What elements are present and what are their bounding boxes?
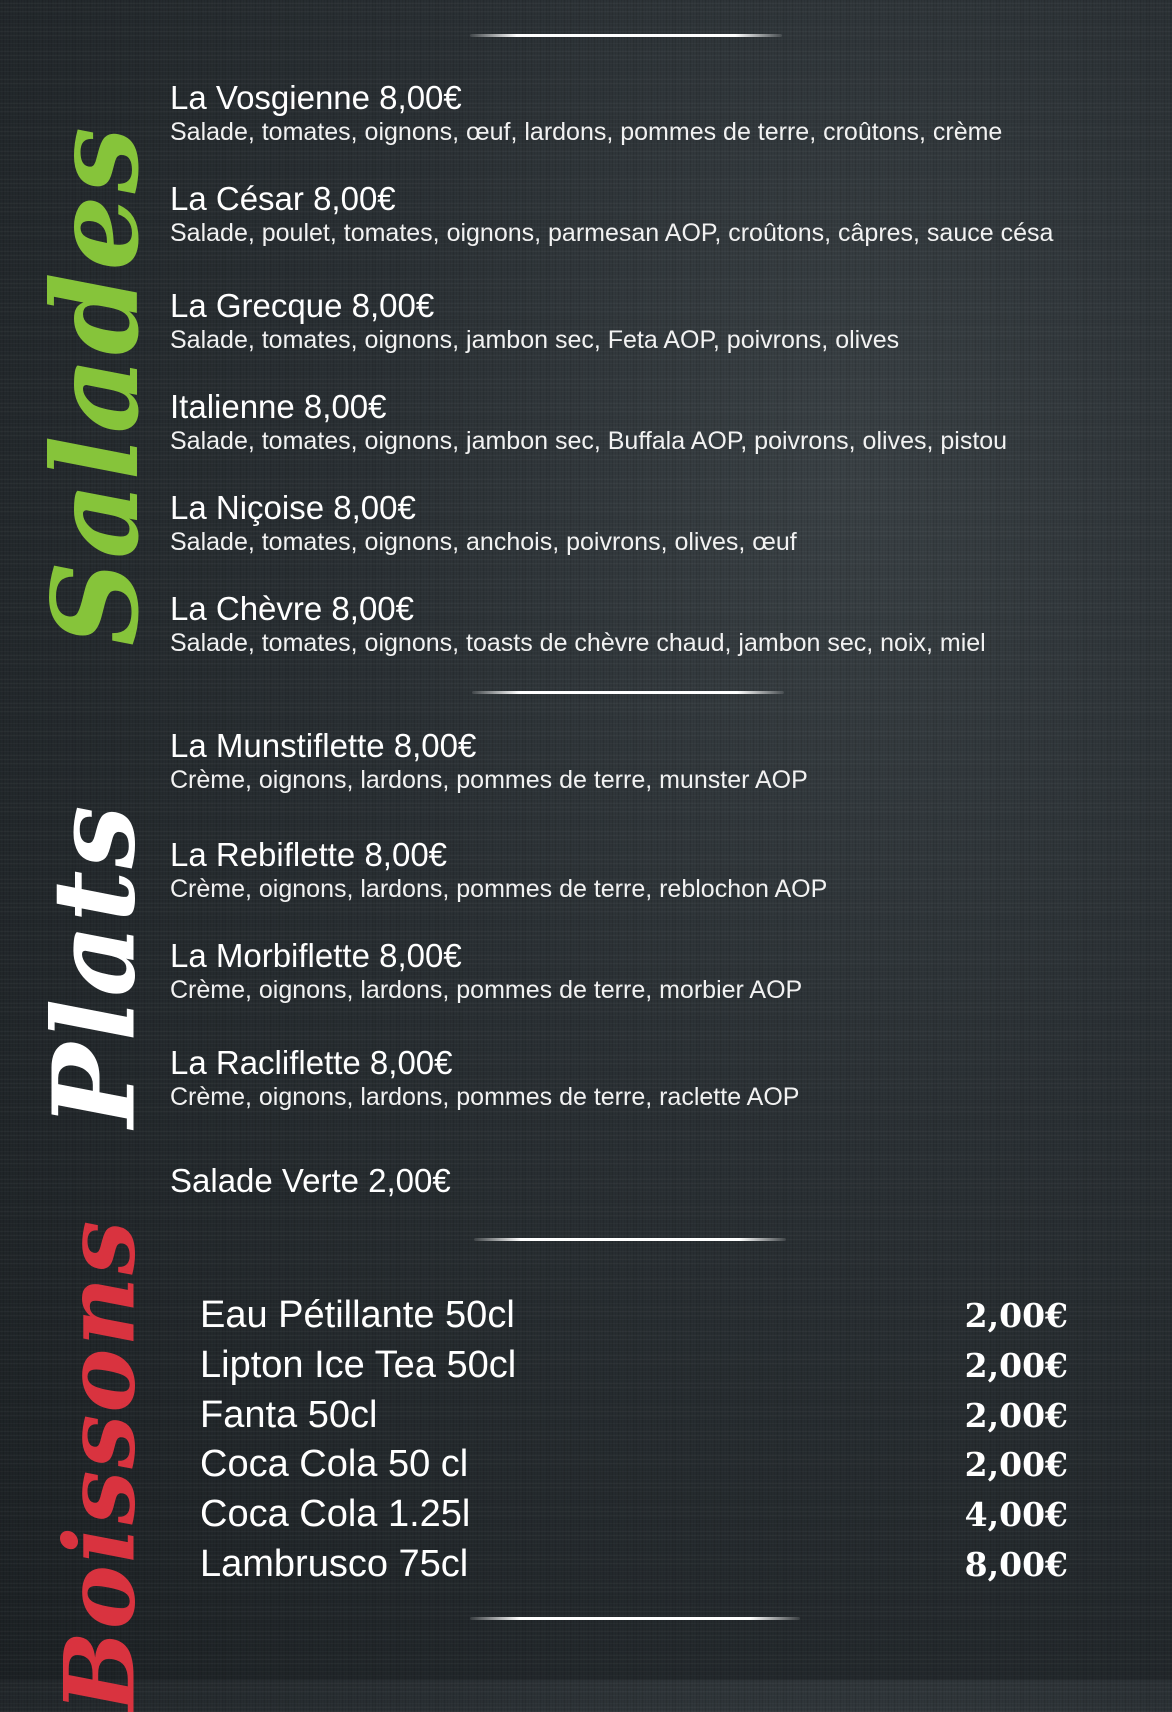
item-description: Salade, tomates, oignons, œuf, lardons, pommes de terre, croûtons, crème xyxy=(170,118,1003,146)
menu-item xyxy=(170,727,808,795)
drink-price: 2,00€ xyxy=(964,1345,1068,1385)
salades-plats-divider xyxy=(472,691,784,694)
bottom-divider xyxy=(470,1617,800,1620)
drink-row xyxy=(200,1539,1068,1589)
drink-name: Coca Cola 1.25l xyxy=(200,1492,471,1535)
item-name: La Niçoise 8,00€ xyxy=(170,489,416,526)
drink-price: 4,00€ xyxy=(964,1494,1068,1534)
item-description: Crème, oignons, lardons, pommes de terre, raclette AOP xyxy=(170,1083,800,1111)
menu-item xyxy=(170,836,827,904)
drink-row xyxy=(200,1439,1068,1489)
item-name: La Racliflette 8,00€ xyxy=(170,1044,453,1081)
item-name: La Rebiflette 8,00€ xyxy=(170,836,448,873)
drink-name: Lipton Ice Tea 50cl xyxy=(200,1343,517,1386)
plats-boissons-divider xyxy=(474,1238,786,1241)
drink-price: 2,00€ xyxy=(964,1444,1068,1484)
menu-item xyxy=(170,180,1053,248)
drink-row xyxy=(200,1390,1068,1440)
drink-name: Lambrusco 75cl xyxy=(200,1542,469,1585)
plats-section-title xyxy=(29,802,161,1128)
drink-price: 2,00€ xyxy=(964,1395,1068,1435)
drink-name: Fanta 50cl xyxy=(200,1393,378,1436)
item-description: Salade, tomates, oignons, jambon sec, Buffala AOP, poivrons, olives, pistou xyxy=(170,427,1008,455)
drink-price: 2,00€ xyxy=(964,1295,1068,1335)
salades-title-text: Salades xyxy=(25,124,165,646)
drink-name: Coca Cola 50 cl xyxy=(200,1442,469,1485)
menu-item-extra xyxy=(170,1162,451,1200)
menu-item xyxy=(170,489,797,557)
item-description: Salade, poulet, tomates, oignons, parmesan AOP, croûtons, câpres, sauce césa xyxy=(170,219,1054,247)
drink-row xyxy=(200,1489,1068,1539)
salades-section-title xyxy=(25,124,165,646)
menu-item xyxy=(170,1044,799,1112)
item-name: La Grecque 8,00€ xyxy=(170,287,435,324)
menu-item xyxy=(170,590,986,658)
item-description: Salade, tomates, oignons, toasts de chèvre chaud, jambon sec, noix, miel xyxy=(170,629,986,657)
boissons-title-text: Boissons xyxy=(43,1218,157,1712)
drink-row xyxy=(200,1340,1068,1390)
drink-price: 8,00€ xyxy=(964,1544,1068,1584)
boissons-section-title xyxy=(40,1218,160,1712)
menu-item xyxy=(170,79,1002,147)
item-description: Salade, tomates, oignons, anchois, poivrons, olives, œuf xyxy=(170,528,797,556)
item-name: Italienne 8,00€ xyxy=(170,388,387,425)
drink-row xyxy=(200,1290,1068,1340)
top-divider xyxy=(470,34,782,37)
item-description: Crème, oignons, lardons, pommes de terre, morbier AOP xyxy=(170,976,803,1004)
item-description: Crème, oignons, lardons, pommes de terre, munster AOP xyxy=(170,766,808,794)
menu-item xyxy=(170,388,1007,456)
drink-name: Eau Pétillante 50cl xyxy=(200,1293,515,1336)
menu-item xyxy=(170,287,899,355)
item-description: Crème, oignons, lardons, pommes de terre, reblochon AOP xyxy=(170,875,828,903)
plats-title-text: Plats xyxy=(29,802,161,1128)
item-description: Salade, tomates, oignons, jambon sec, Feta AOP, poivrons, olives xyxy=(170,326,900,354)
item-name: La Vosgienne 8,00€ xyxy=(170,79,462,116)
item-name: La César 8,00€ xyxy=(170,180,396,217)
extra-item-name: Salade Verte 2,00€ xyxy=(170,1162,451,1199)
item-name: La Munstiflette 8,00€ xyxy=(170,727,477,764)
item-name: La Morbiflette 8,00€ xyxy=(170,937,462,974)
item-name: La Chèvre 8,00€ xyxy=(170,590,415,627)
menu-item xyxy=(170,937,802,1005)
